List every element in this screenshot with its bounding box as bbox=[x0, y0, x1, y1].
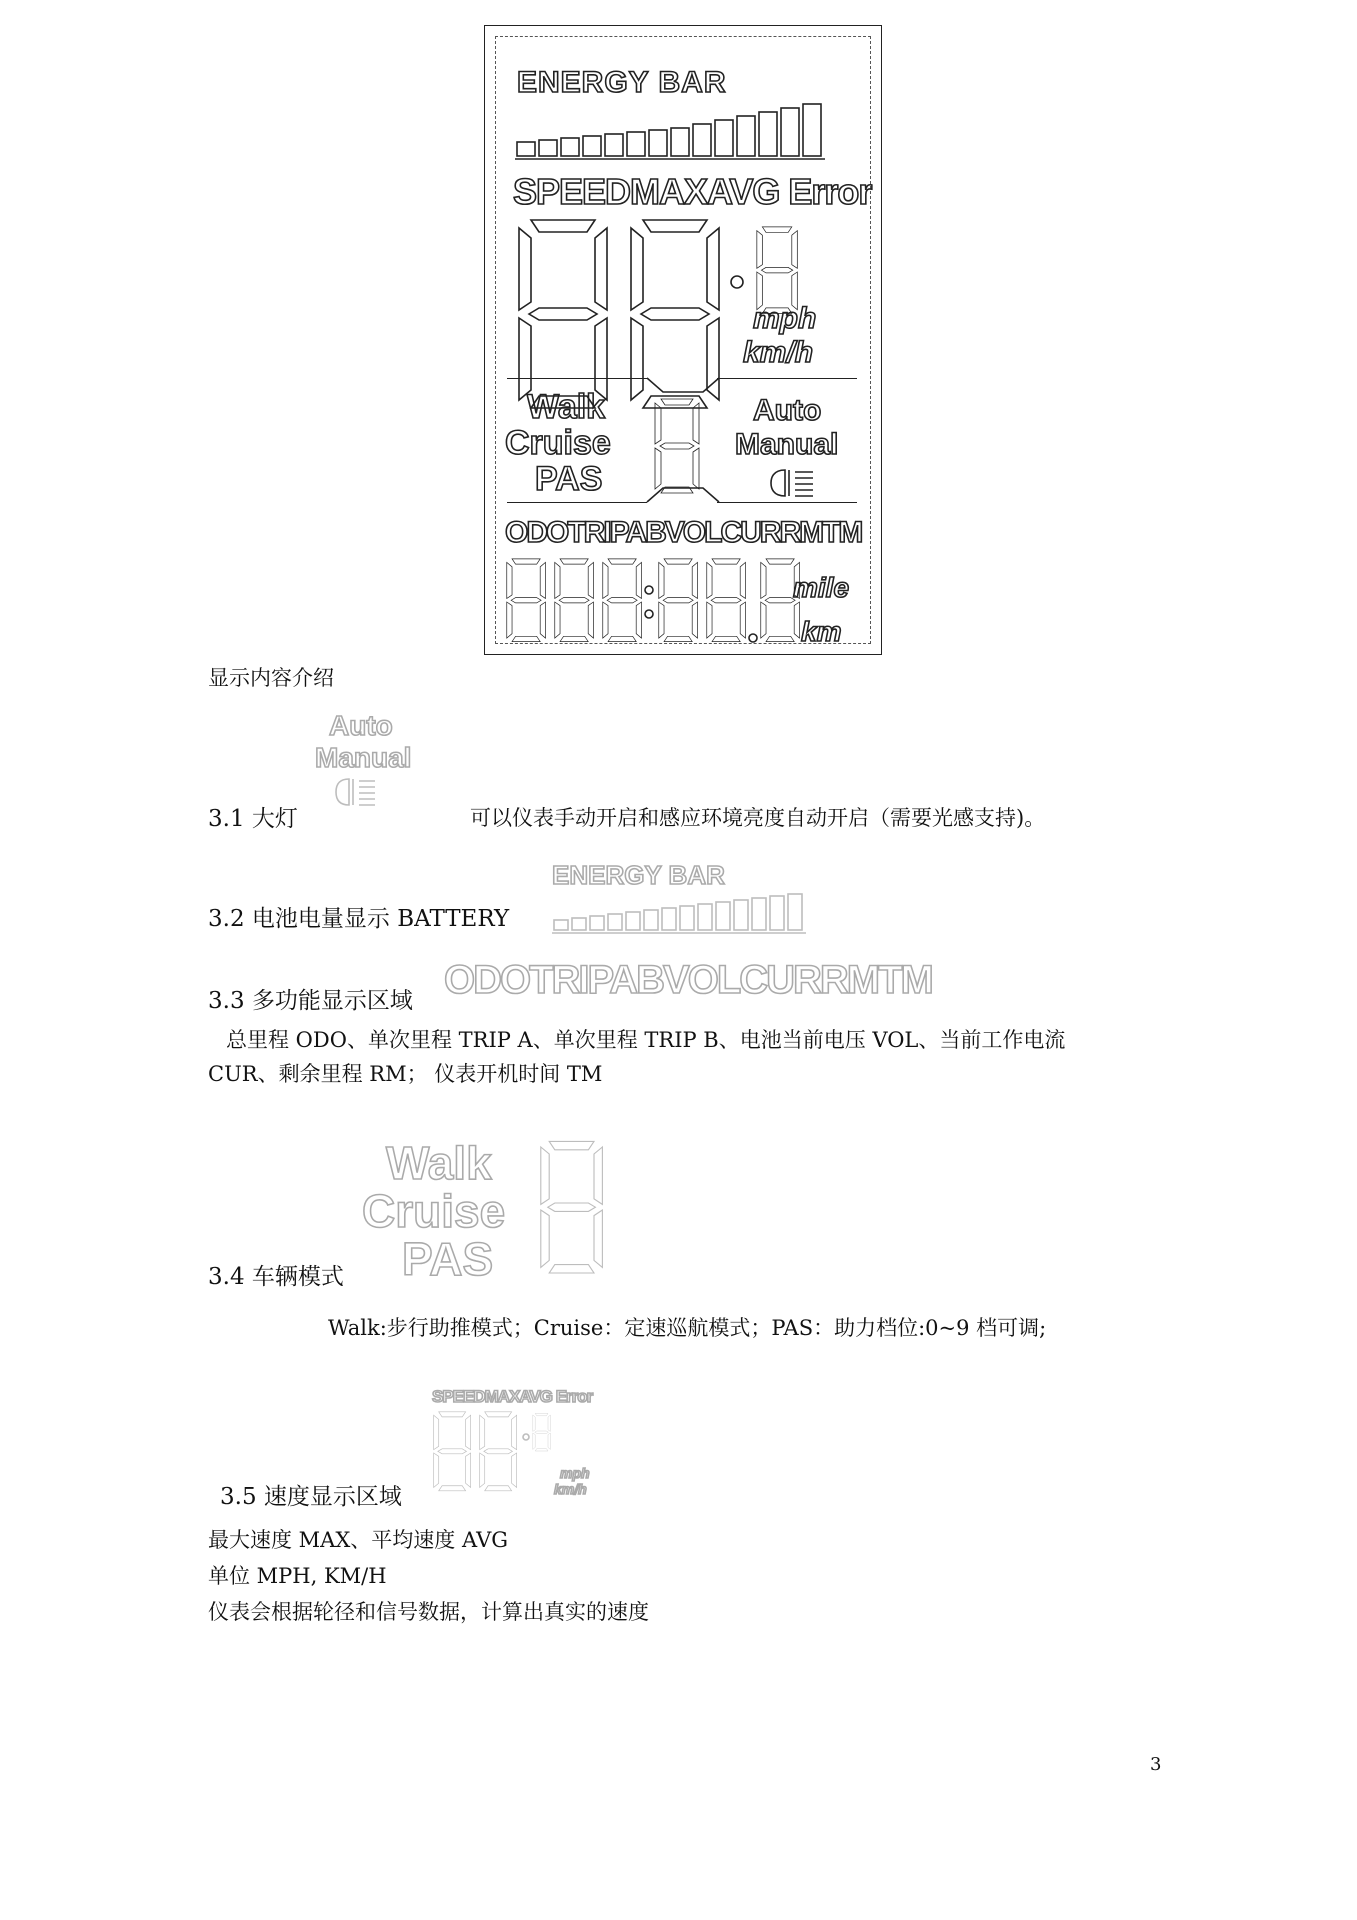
headlight-illustration bbox=[315, 712, 411, 812]
unit-mph: mph bbox=[560, 1465, 590, 1481]
mode-cruise: Cruise bbox=[362, 1185, 506, 1237]
energy-bar-illustration bbox=[552, 862, 842, 940]
light-auto-label: Auto bbox=[753, 394, 822, 427]
section-3-1-title: 3.1 大灯 bbox=[208, 806, 298, 832]
speed-illustration bbox=[432, 1388, 612, 1523]
section-3-5-title: 3.5 速度显示区域 bbox=[220, 1484, 402, 1510]
section-3-3-line1: 总里程 ODO、单次里程 TRIP A、单次里程 TRIP B、电池当前电压 VOL、当前工作电流 bbox=[226, 1028, 1066, 1052]
unit-km: km bbox=[801, 616, 842, 647]
headlight-icon bbox=[333, 776, 389, 808]
gear-digit-display bbox=[653, 398, 713, 498]
unit-mph: mph bbox=[753, 302, 817, 335]
section-3-5-line1: 最大速度 MAX、平均速度 AVG bbox=[208, 1528, 509, 1552]
manual-label: Manual bbox=[315, 742, 412, 773]
gear-digit-display bbox=[538, 1140, 634, 1280]
energy-bar-label: ENERGY BAR bbox=[517, 66, 727, 99]
unit-mile: mile bbox=[793, 572, 850, 603]
section-3-4-title: 3.4 车辆模式 bbox=[208, 1264, 344, 1290]
mode-walk: Walk bbox=[527, 388, 606, 426]
unit-kmh: km/h bbox=[743, 336, 814, 369]
odometer-digits-display bbox=[505, 556, 805, 648]
mode-pas: PAS bbox=[535, 460, 603, 498]
energy-bar-label: ENERGY BAR bbox=[552, 860, 725, 890]
battery-bar-icon bbox=[552, 890, 842, 936]
info-labels-illustration: ODOTRIPABVOLCURRMTM bbox=[444, 958, 932, 1002]
battery-bar-icon bbox=[515, 100, 855, 162]
section-3-5-line3: 仪表会根据轮径和信号数据，计算出真实的速度 bbox=[208, 1600, 649, 1624]
section-3-2-title: 3.2 电池电量显示 BATTERY bbox=[208, 906, 510, 932]
unit-kmh: km/h bbox=[554, 1481, 587, 1497]
section-3-1-desc: 可以仪表手动开启和感应环境亮度自动开启（需要光感支持)。 bbox=[470, 806, 1046, 830]
section-3-5-line2: 单位 MPH, KM/H bbox=[208, 1564, 387, 1588]
speed-labels: SPEEDMAXAVG Error bbox=[432, 1387, 593, 1406]
headlight-icon bbox=[767, 466, 827, 500]
section-3-4-desc: Walk:步行助推模式；Cruise：定速巡航模式；PAS：助力档位:0~9 档可调; bbox=[328, 1316, 1047, 1340]
speed-digits-display bbox=[432, 1409, 612, 1519]
section-3-3-line2: CUR、剩余里程 RM； 仪表开机时间 TM bbox=[208, 1062, 603, 1086]
mode-walk: Walk bbox=[386, 1137, 492, 1189]
intro-heading: 显示内容介绍 bbox=[208, 666, 334, 690]
mode-cruise: Cruise bbox=[505, 424, 611, 462]
info-labels: ODOTRIPABVOLCURRMTM bbox=[505, 516, 862, 549]
mode-pas: PAS bbox=[402, 1233, 494, 1285]
section-3-3-title: 3.3 多功能显示区域 bbox=[208, 988, 413, 1014]
auto-label: Auto bbox=[329, 710, 393, 741]
lcd-panel-diagram bbox=[484, 25, 882, 655]
page-number: 3 bbox=[1150, 1754, 1162, 1775]
battery-bars bbox=[515, 104, 825, 159]
light-manual-label: Manual bbox=[735, 428, 839, 461]
speed-labels: SPEEDMAXAVG Error bbox=[513, 171, 872, 212]
